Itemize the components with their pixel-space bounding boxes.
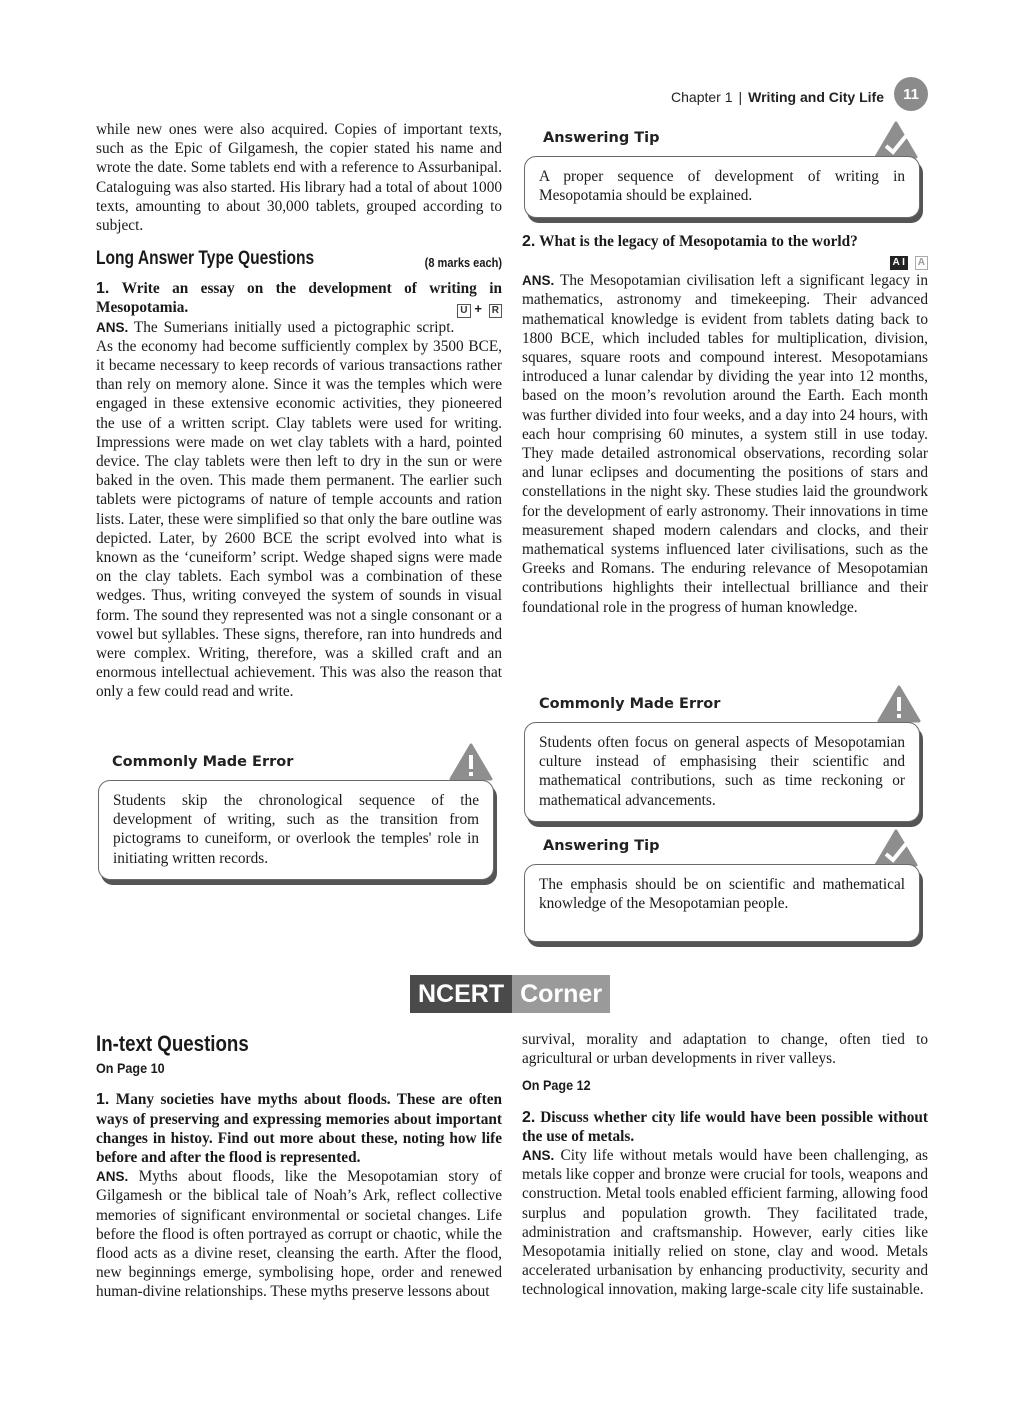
tip-box — [524, 156, 920, 218]
badge-ai: A I — [890, 256, 908, 270]
warning-triangle-icon — [448, 742, 494, 782]
answer-text: The Mesopotamian civilisation left a significant legacy in mathematics, astronomy and timekeeping. Their advanced mathematical knowledge is evident from tablets dating back to 1800 BCE, which included tables for multiplication, division, squares, square roots and compound interest. Mesopotamians introduced a lunar calendar by dividing the year into 12 months, based on the moon’s revolution around the Earth. Each month was further divided into four weeks, and a day into 24 hours, with each hour comprising 60 minutes, a system still in use today. They made detailed astronomical observations, recording solar and lunar eclipses and documenting the positions of stars and constellations in the night sky. These studies laid the groundwork for the development of early astronomy. Their innovations in time measurement shaped modern calendars and clocks, and their mathematical systems influenced later civilisations, such as the Greeks and Romans. The enduring relevance of Mesopotamian contributions highlights their intellectual brilliance and their foundational role in the progress of human knowledge. — [522, 272, 928, 616]
answer-label: ANS. — [96, 319, 129, 335]
answer-label: ANS. — [522, 1148, 555, 1164]
intext-question-1 — [96, 1090, 502, 1167]
tip-box-title: Answering Tip — [543, 838, 660, 854]
question-number: 1. — [96, 280, 110, 298]
answer-label: ANS. — [522, 273, 555, 289]
question-text: Many societies have myths about floods. These are often ways of preserving and expressing memories about important changes in histoy. Find out more about these, noting how life before and after the flood is represented. — [96, 1091, 503, 1167]
intro-paragraph: while new ones were also acquired. Copies of important texts, such as the Epic of Gilgamesh, the copier stated his name and wrote the date. Some tablets end with a reference to Assurbanipal. Cataloguing was also started. His library had a total of about 1000 texts, amounting to about 30,000 tablets, grouped according to subject. — [96, 121, 502, 235]
ncert-label: NCERT — [410, 975, 512, 1013]
tip-box-text: A proper sequence of development of writing in Mesopotamia should be explained. — [539, 168, 905, 205]
question-1 — [96, 279, 502, 317]
answer-text: The Sumerians initially used a pictographic script. As the economy had become sufficiently complex by 3500 BCE, it became necessary to keep records of various transactions rather than rely on memory alone. Since it was the temples which were engaged in these extensive economic activities, they pioneered the use of a written script. Clay tablets were used for writing. Impressions were made on wet clay tablets with a hard, pointed device. The clay tablets were then left to dry in the sun or were baked in the oven. This made them permanent. The earlier such tablets were pictograms of nature of temple accounts and ration lists. Later, these were simplified so that only the bare outline was depicted. Later, by 2600 BCE the script evolved into what is known as the ‘cuneiform’ script. Wedge shaped signs were made on the clay tablets. Each symbol was a combination of these wedges. Thus, writing conveyed the system of sounds in visual form. The sound they represented was not a single consonant or a vowel but syllables. These signs, therefore, ran into hundreds and were complex. Writing, therefore, was a skilled craft and an enormous intellectual achievement. This was also the reason that only a few could read and write. — [96, 318, 502, 701]
answer-text: Myths about floods, like the Mesopotamian story of Gilgamesh or the biblical tale of Noah’s Ark, reflect collective memories of significant environmental or societal changes. Life before the flood is often portrayed as corrupt or chaotic, while the flood acts as a divine reset, cleansing the earth. After the flood, new beginnings emerge, symbolising hope, order and renewed human-divine relationships. These myths preserve lessons about — [96, 1168, 502, 1301]
intext-answer-1 — [96, 1167, 502, 1301]
answer-text: City life without metals would have been challenging, as metals like copper and bronze were crucial for tools, weapons and construction. Metal tools enabled efficient farming, allowing food surplus and population growth. They facilitated trade, administration and craftsmanship. However, early cities like Mesopotamia initially relied on stone, clay and wood. Metals accelerated urbanisation by enhancing productivity, security and technological innovation, making large-scale city life sustainable. — [522, 1147, 928, 1299]
chapter-label: Chapter 1 — [671, 89, 733, 105]
error-box-text: Students skip the chronological sequence of the development of writing, such as the transition from pictograms to cuneiform, or overlook the temples' role in initiating written records. — [113, 792, 479, 867]
running-header — [671, 84, 884, 110]
intext-title: In-text Questions — [96, 1031, 249, 1056]
corner-label: Corner — [512, 975, 610, 1013]
error-box — [524, 722, 920, 822]
answer-label: ANS. — [96, 1169, 129, 1185]
question-number: 2. — [522, 233, 536, 250]
error-box — [98, 780, 494, 880]
tip-box-title: Answering Tip — [543, 130, 660, 146]
right-column — [522, 232, 928, 617]
question-text: Write an essay on the development of writing in Mesopotamia. — [96, 280, 502, 317]
question-number: 1. — [96, 1091, 110, 1109]
badge-r: R — [489, 304, 502, 318]
answer-2 — [522, 271, 928, 617]
page12-heading: On Page 12 — [522, 1077, 591, 1094]
question-2 — [522, 232, 928, 251]
check-triangle-icon — [873, 828, 919, 868]
question-text: Discuss whether city life would have been possible without the use of metals. — [522, 1108, 928, 1145]
badge-u: U — [457, 304, 470, 318]
answer-1 — [96, 318, 502, 702]
marks-label: (8 marks each) — [424, 255, 502, 271]
section-title: Long Answer Type Questions — [96, 248, 315, 270]
intext-answer-1-continued: survival, morality and adaptation to change, often tied to agricultural or urban developments in river valleys. — [522, 1031, 928, 1068]
left-column — [96, 120, 502, 702]
tip-box-text: The emphasis should be on scientific and mathematical knowledge of the Mesopotamian people. — [539, 876, 905, 913]
question-badges — [522, 251, 928, 271]
header-separator: | — [738, 89, 743, 105]
chapter-title: Writing and City Life — [748, 89, 884, 105]
badge-a: A — [915, 256, 928, 270]
check-triangle-icon — [873, 120, 919, 160]
warning-triangle-icon — [876, 684, 922, 724]
question-number: 2. — [522, 1108, 536, 1126]
section-heading-row — [96, 249, 502, 273]
page-number: 11 — [894, 77, 928, 111]
tip-box — [524, 864, 920, 942]
intext-answer-2 — [522, 1146, 928, 1300]
intext-right-column — [522, 1030, 928, 1300]
error-box-title: Commonly Made Error — [539, 696, 721, 712]
intext-question-2 — [522, 1108, 928, 1146]
page10-heading: On Page 10 — [96, 1060, 165, 1077]
error-box-text: Students often focus on general aspects of Mesopotamian culture instead of emphasising their scientific and mathematical contributions, such as time reckoning or mathematical advancements. — [539, 734, 905, 809]
question-text: What is the legacy of Mesopotamia to the world? — [539, 233, 858, 250]
ncert-corner-banner — [410, 975, 610, 1013]
badge-plus: + — [474, 301, 482, 317]
error-box-title: Commonly Made Error — [112, 754, 294, 770]
question-badges — [454, 299, 502, 318]
intext-left-column — [96, 1031, 503, 1302]
